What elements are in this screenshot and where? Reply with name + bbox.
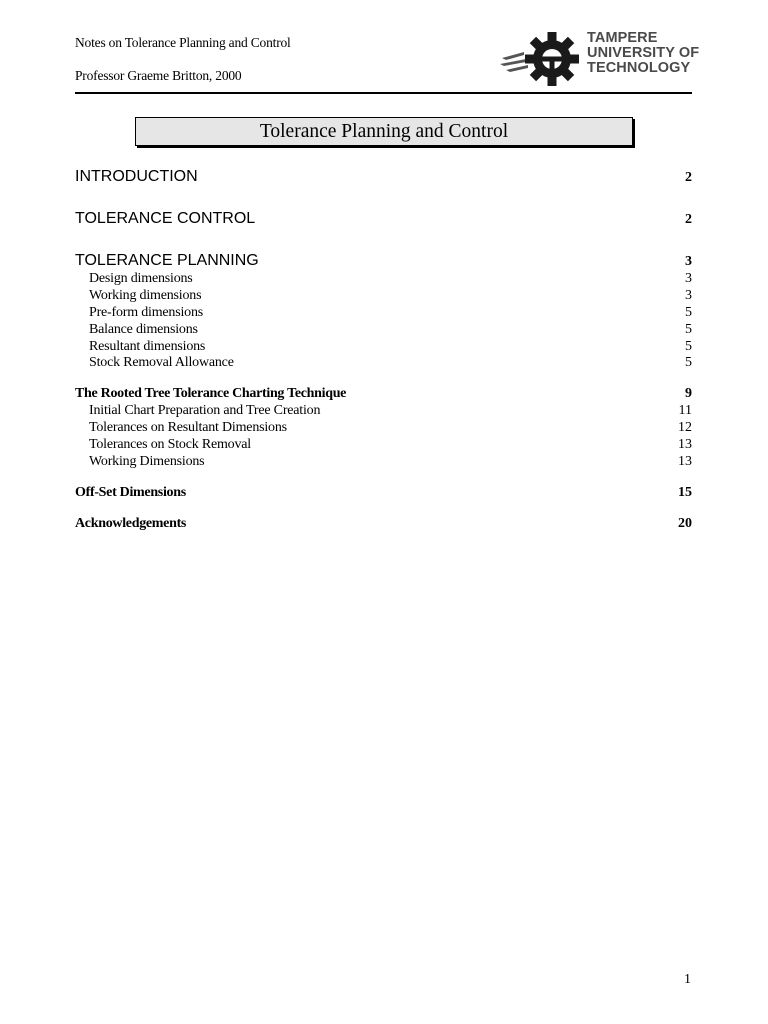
toc-entry-rooted-tree[interactable] — [75, 386, 692, 404]
toc-entry-working-dimensions-2[interactable] — [75, 454, 692, 472]
toc-entry-title: TOLERANCE CONTROL — [75, 210, 256, 227]
toc-entry-page: 15 — [678, 485, 692, 500]
toc-entry-page: 2 — [685, 170, 692, 185]
toc-entry-title: Working Dimensions — [89, 454, 205, 469]
toc-entry-page: 9 — [685, 386, 692, 401]
toc-entry-page: 13 — [678, 437, 692, 452]
toc-entry-title: Balance dimensions — [89, 322, 198, 337]
toc-entry-page: 5 — [685, 305, 692, 320]
toc-entry-title: Off-Set Dimensions — [75, 485, 186, 500]
toc-entry-title: TOLERANCE PLANNING — [75, 252, 259, 269]
toc-entry-working-dimensions[interactable] — [75, 288, 692, 306]
toc-entry-title: Stock Removal Allowance — [89, 355, 234, 370]
toc-entry-introduction[interactable] — [75, 168, 692, 186]
toc-entry-page: 2 — [685, 212, 692, 227]
toc-entry-page: 5 — [685, 322, 692, 337]
toc-entry-pre-form-dimensions[interactable] — [75, 305, 692, 323]
toc-entry-title: Initial Chart Preparation and Tree Creation — [89, 403, 321, 418]
gear-logo-icon — [500, 30, 586, 88]
toc-entry-title: Design dimensions — [89, 271, 193, 286]
toc-entry-acknowledgements[interactable] — [75, 516, 692, 534]
toc-entry-page: 5 — [685, 339, 692, 354]
document-title: Tolerance Planning and Control — [135, 117, 633, 146]
header-document-title: Notes on Tolerance Planning and Control — [75, 35, 291, 50]
toc-entry-page: 20 — [678, 516, 692, 531]
logo-wordmark — [587, 31, 699, 76]
toc-entry-page: 12 — [678, 420, 692, 435]
toc-entry-title: Resultant dimensions — [89, 339, 206, 354]
toc-entry-tolerance-planning[interactable] — [75, 252, 692, 270]
toc-entry-tolerances-resultant[interactable] — [75, 420, 692, 438]
header-divider — [75, 92, 692, 94]
header-author-year: Professor Graeme Britton, 2000 — [75, 68, 242, 83]
tampere-university-logo — [500, 30, 700, 88]
toc-entry-stock-removal-allowance[interactable] — [75, 355, 692, 373]
toc-entry-page: 11 — [678, 403, 692, 418]
toc-entry-off-set-dimensions[interactable] — [75, 485, 692, 503]
toc-entry-design-dimensions[interactable] — [75, 271, 692, 289]
logo-line-1: TAMPERE — [587, 30, 658, 46]
toc-entry-page: 3 — [685, 288, 692, 303]
toc-entry-title: Working dimensions — [89, 288, 202, 303]
page-number: 1 — [684, 972, 691, 987]
toc-entry-tolerances-stock-removal[interactable] — [75, 437, 692, 455]
toc-entry-title: Tolerances on Resultant Dimensions — [89, 420, 287, 435]
toc-entry-page: 13 — [678, 454, 692, 469]
toc-entry-title: The Rooted Tree Tolerance Charting Technique — [75, 386, 347, 401]
toc-entry-title: Acknowledgements — [75, 516, 187, 531]
toc-entry-page: 5 — [685, 355, 692, 370]
toc-entry-title: Pre-form dimensions — [89, 305, 204, 320]
toc-entry-tolerance-control[interactable] — [75, 210, 692, 228]
logo-line-3: TECHNOLOGY — [587, 60, 691, 76]
toc-entry-title: Tolerances on Stock Removal — [89, 437, 251, 452]
logo-line-2: UNIVERSITY OF — [587, 45, 700, 61]
toc-entry-title: INTRODUCTION — [75, 168, 198, 185]
toc-entry-balance-dimensions[interactable] — [75, 322, 692, 340]
toc-entry-page: 3 — [685, 271, 692, 286]
toc-entry-page: 3 — [685, 254, 692, 269]
toc-entry-initial-chart-preparation[interactable] — [75, 403, 692, 421]
